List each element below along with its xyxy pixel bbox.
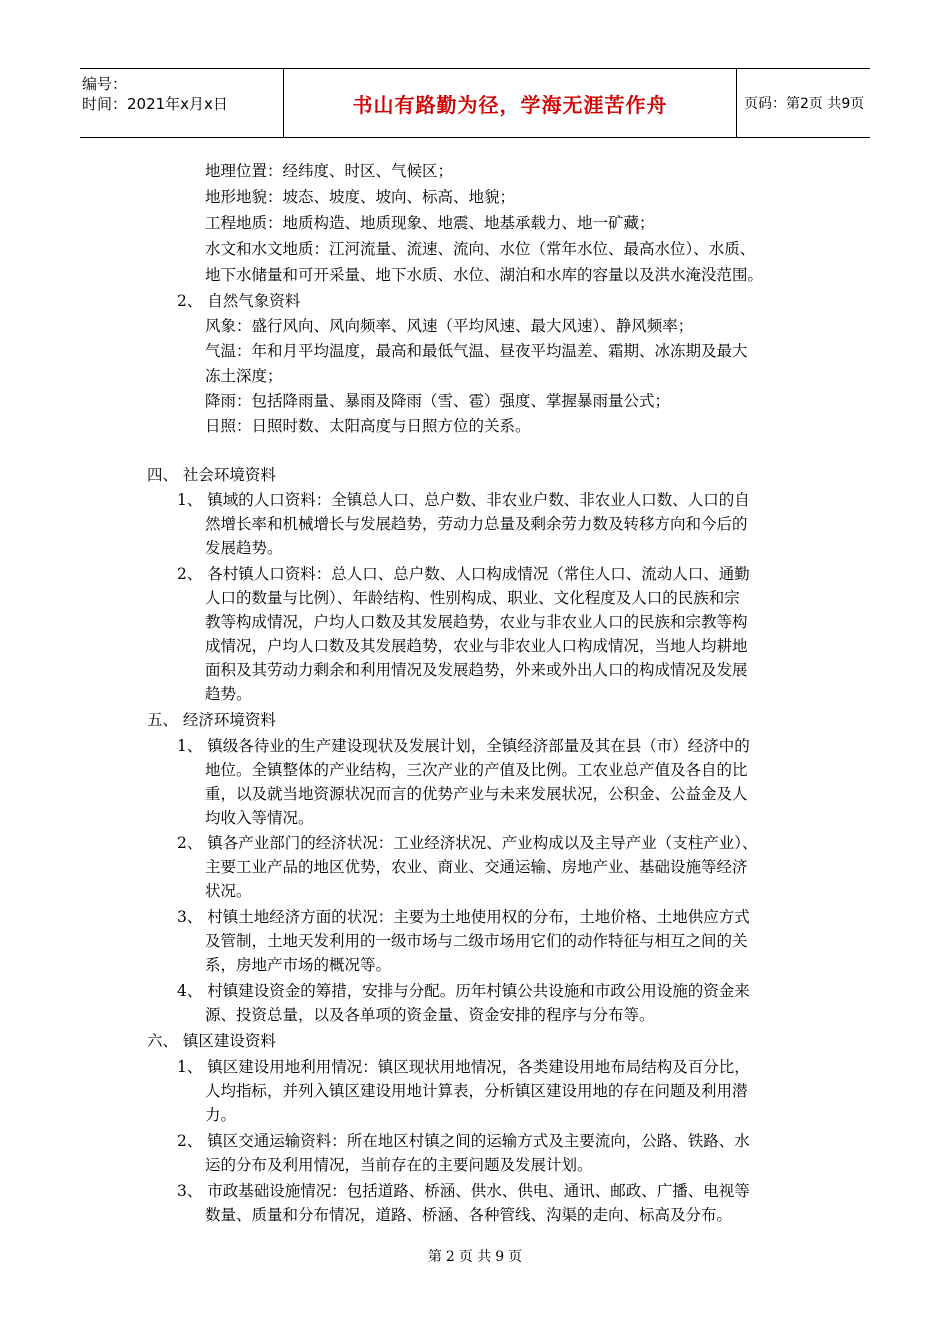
text-line: 3、 村镇土地经济方面的状况：主要为土地使用权的分布，土地价格、土地供应方式 xyxy=(177,908,750,926)
text-line: 状况。 xyxy=(205,882,252,900)
text-line: 系，房地产市场的概况等。 xyxy=(205,956,392,974)
text-line: 3、 市政基础设施情况：包括道路、桥涵、供水、供电、通讯、邮政、广播、电视等 xyxy=(177,1182,750,1200)
section-heading: 六、 镇区建设资料 xyxy=(147,1032,276,1050)
date-label: 时间：2021年x月x日 xyxy=(82,95,228,113)
text-line: 均收入等情况。 xyxy=(205,809,314,827)
text-line: 2、 镇区交通运输资料：所在地区村镇之间的运输方式及主要流向，公路、铁路、水 xyxy=(177,1132,750,1150)
text-line: 及管制，土地天发利用的一级市场与二级市场用它们的动作特征与相互之间的关 xyxy=(205,932,748,950)
text-line: 1、 镇区建设用地利用情况：镇区现状用地情况，各类建设用地布局结构及百分比， xyxy=(177,1058,750,1076)
text-line: 力。 xyxy=(205,1106,237,1124)
text-line: 趋势。 xyxy=(205,685,252,703)
text-line: 地形地貌：坡态、坡度、坡向、标高、地貌； xyxy=(205,188,516,206)
text-line: 2、 各村镇人口资料：总人口、总户数、人口构成情况（常住人口、流动人口、通勤 xyxy=(177,565,750,583)
text-line: 地理位置：经纬度、时区、气候区； xyxy=(205,162,454,180)
text-line: 日照：日照时数、太阳高度与日照方位的关系。 xyxy=(205,417,531,435)
text-line: 风象：盛行风向、风向频率、风速（平均风速、最大风速）、静风频率； xyxy=(205,317,694,335)
header-right xyxy=(736,69,870,137)
text-line: 地位。全镇整体的产业结构，三次产业的产值及比例。工农业总产值及各自的比 xyxy=(205,761,748,779)
footer-mid: 页 共 xyxy=(458,1249,492,1265)
text-line: 然增长率和机械增长与发展趋势，劳动力总量及剩余劳力数及转移方向和今后的 xyxy=(205,515,748,533)
text-line: 人均指标，并列入镇区建设用地计算表，分析镇区建设用地的存在问题及利用潜 xyxy=(205,1082,748,1100)
footer-total-pages: 9 xyxy=(495,1249,505,1265)
header-middle xyxy=(283,69,737,137)
text-line: 2、 镇各产业部门的经济状况：工业经济状况、产业构成以及主导产业（支柱产业）、 xyxy=(177,834,758,852)
page-footer xyxy=(0,1246,950,1266)
text-line: 主要工业产品的地区优势，农业、商业、交通运输、房地产业、基础设施等经济 xyxy=(205,858,748,876)
footer-suffix: 页 xyxy=(508,1249,523,1265)
text-line: 数量、质量和分布情况，道路、桥涵、各种管线、沟渠的走向、标高及分布。 xyxy=(205,1206,733,1224)
header-page-info: 页码：第2页 共9页 xyxy=(744,96,865,112)
text-line: 重，以及就当地资源状况而言的优势产业与未来发展状况，公积金、公益金及人 xyxy=(205,785,748,803)
text-line: 发展趋势。 xyxy=(205,539,283,557)
section-heading: 四、 社会环境资料 xyxy=(147,466,276,484)
text-line: 人口的数量与比例）、年龄结构、性别构成、职业、文化程度及人口的民族和宗 xyxy=(205,589,740,607)
text-line: 工程地质：地质构造、地质现象、地震、地基承载力、地一矿藏； xyxy=(205,214,655,232)
text-line: 地下水储量和可开采量、地下水质、水位、湖泊和水库的容量以及洪水淹没范围。 xyxy=(205,266,764,284)
text-line: 教等构成情况，户均人口数及其发展趋势，农业与非农业人口的民族和宗教等构 xyxy=(205,613,748,631)
text-line: 4、 村镇建设资金的筹措，安排与分配。历年村镇公共设施和市政公用设施的资金来 xyxy=(177,982,750,1000)
list-item-heading: 2、 自然气象资料 xyxy=(177,292,301,310)
text-line: 运的分布及利用情况，当前存在的主要问题及发展计划。 xyxy=(205,1156,593,1174)
text-line: 面积及其劳动力剩余和利用情况及发展趋势，外来或外出人口的构成情况及发展 xyxy=(205,661,748,679)
text-line: 成情况，户均人口数及其发展趋势，农业与非农业人口构成情况，当地人均耕地 xyxy=(205,637,748,655)
text-line: 冻土深度； xyxy=(205,367,283,385)
text-line: 1、 镇级各待业的生产建设现状及发展计划，全镇经济部量及其在县（市）经济中的 xyxy=(177,737,750,755)
footer-page-number: 2 xyxy=(445,1249,455,1265)
page-header xyxy=(80,68,870,138)
text-line: 1、 镇域的人口资料：全镇总人口、总户数、非农业户数、非农业人口数、人口的自 xyxy=(177,491,750,509)
section-heading: 五、 经济环境资料 xyxy=(147,711,276,729)
footer-prefix: 第 xyxy=(427,1249,442,1265)
number-label: 编号： xyxy=(82,75,128,93)
text-line: 水文和水文地质：江河流量、流速、流向、水位（常年水位、最高水位）、水质、 xyxy=(205,240,756,258)
header-left xyxy=(80,69,283,137)
text-line: 气温：年和月平均温度，最高和最低气温、昼夜平均温差、霜期、冰冻期及最大 xyxy=(205,342,748,360)
motto: 书山有路勤为径，学海无涯苦作舟 xyxy=(352,92,668,117)
text-line: 降雨：包括降雨量、暴雨及降雨（雪、雹）强度、掌握暴雨量公式； xyxy=(205,392,671,410)
text-line: 源、投资总量，以及各单项的资金量、资金安排的程序与分布等。 xyxy=(205,1006,655,1024)
